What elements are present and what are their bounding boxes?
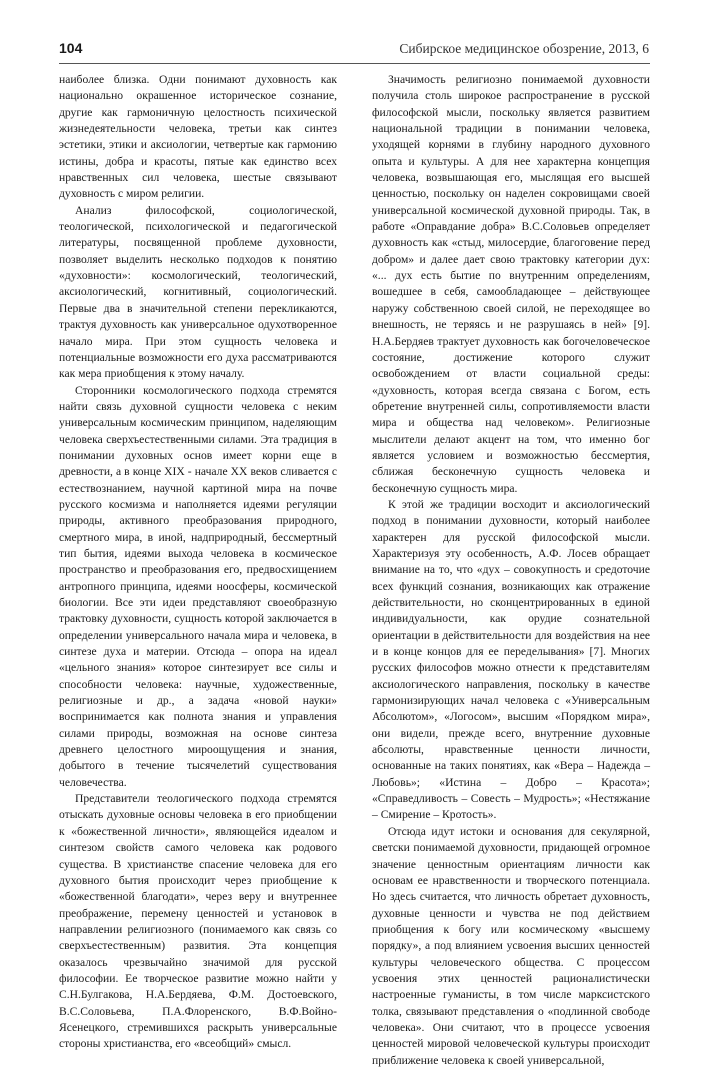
journal-title: Сибирское медицинское обозрение, 2013, 6: [399, 41, 649, 56]
paragraph: Отсюда идут истоки и основания для секулярной, светски понимаемой духовности, придающей огромное значение ценностным ориентациям личности как основам ее нравственности и творческого потенциала. Но здесь считается, что личность обретает духовность, духовные ценности и чувства не под действием приобщения к богу или космическому «высшему порядку», а под влиянием усвоения высших ценностей культуры человеческого общества. С процессом усвоения этих ценностей рационалистически настроенные гуманисты, в том числе марксистского толка, связывают представления о «подлинной свободе человека». Они считают, что в процессе усвоения ценностей мировой человеческой культуры происходит приближение человека к своей универсальной,: [372, 824, 650, 1067]
paragraph: Анализ философской, социологической, теологической, психологической и педагогической литературы, посвященной проблеме духовности, позволяет выделить несколько подходов к понятию «духовности»: космологический, теологический, аксиологический, когнитивный, социологический. Первые два в значительной степени перекликаются, трактуя духовность как универсальное одухотворенное начало мира. При этом сущность человека и потенциальные возможности его духа рассматриваются как мера приобщения к этому началу.: [59, 203, 337, 381]
page-number: 104: [59, 40, 83, 56]
paragraph: Сторонники космологического подхода стремятся найти связь духовной сущности человека с неким универсальным космическим принципом, наделяющим человека сверхъестественными силами. Эта традиция в понимании духовных основ имеет корни еще в древности, а в конце XIX - начале XX веков сливается с естествознанием, научной картиной мира на почве русского космизма и наполняется идеями регуляции природы, активного преобразования природного, смертного мира, в иной, надприродный, бессмертный тип бытия, идеями выхода человека в космическое пространство и преобразования его, предвосхищением антропного принципа, идеями ноосферы, космической биологии. Все эти идеи представляют своеобразную трактовку духовности, сущность которой заключается в определении универсального начала мира и человека, в синтезе духа и материи. Отсюда – опора на идеал «цельного знания» которое синтезирует все силы и способности человека: научные, художественные, религиозные и др., а задача «новой науки» воспринимается как полнота знания и управления силами природы, возможная на основе синтеза древнего целостного мироощущения и знания, добытого в течение тысячелетий существования человечества.: [59, 383, 337, 789]
running-header: [59, 40, 649, 62]
header-rule: [59, 63, 650, 64]
left-column: [59, 72, 337, 1053]
paragraph: Значимость религиозно понимаемой духовности получила столь широкое распространение в русской философской мысли, поскольку является развитием национальной традиции в понимании человека, уходящей корнями в глубину народного духовного опыта и культуры. А для нее характерна концепция человека, возвышающая его, мыслящая его высшей ценностью, поскольку он наделен сокровищами своей универсальной космической духовной природы. Так, в работе «Оправдание добра» В.С.Соловьев определяет духовность как «стыд, милосердие, благоговение перед добром» и далее дает свою трактовку категории дух: «... дух есть бытие по внутренним определениям, вошедшее в себя, самообладающее – действующее наружу собственною своей силой, не переходящее во внешность, не теряясь и не разрушаясь в ней» [9]. Н.А.Бердяев трактует духовность как богочеловеческое состояние, достижение которого служит освобождением от власти социальной среды: «духовность, которая всегда связана с Богом, есть обретение внутренней силы, сопротивляемости власти мира и общества над человеком». Религиозные мыслители делают акцент на том, что именно бог является условием и возможностью бессмертия, сближая бесконечную сущность человека и бесконечную сущность мира.: [372, 73, 650, 495]
right-column: [372, 72, 650, 1069]
paragraph: наиболее близка. Одни понимают духовность как национально окрашенное историческое сознание, другие как гармоничную целостность психической жизнедеятельности человека, третьи как синтез эстетики, этики и аксиологии, четвертые как гармонию истины, добра и красоты, пятые как единство всех нравственных сил человека, шестые связывают духовность с миром религии.: [59, 73, 337, 201]
paragraph: Представители теологического подхода стремятся отыскать духовные основы человека в его приобщении к «божественной личности», являющейся идеалом и синтезом свойств самого человека как родового существа. В христианстве спасение человека для его духовного бытия происходит через приобщение к «божественной благодати», через веру и внутреннее преображение, перемену ценностей и установок в направлении религиозного (понимаемого как связь со сверхъестественным) развития. Эта концепция оказалось чрезвычайно значимой для русской философии. Ее творческое развитие можно найти у С.Н.Булгакова, Н.А.Бердяева, Ф.М. Достоевского, В.С.Соловьева, П.А.Флоренского, В.Ф.Войно-Ясенецкого, стремившихся раскрыть универсальные стороны христианства, его «всеобщий» смысл.: [59, 792, 337, 1051]
paragraph: К этой же традиции восходит и аксиологический подход в понимании духовности, который наиболее характерен для русской философской мысли. Характеризуя эту особенность, А.Ф. Лосев обращает внимание на то, что «дух – совокупность и средоточие всех функций сознания, возникающих как отражение действительности, но сконцентрированных в единой индивидуальности, как орудие сознательной ориентации в действительности для воздействия на нее и в конце концов для ее переделывания» [7]. Многих русских философов можно отнести к представителям аксиологического направления, поскольку в качестве гармонизирующих начал человека с «Универсальным Абсолютом», «Логосом», высшим «Порядком мира», они видели, прежде всего, внутренние духовные абсолюты, нравственные ценности личности, основанные на таких понятиях, как «Вера – Надежда – Любовь»; «Истина – Добро – Красота»; «Справедливость – Совесть – Мудрость»; «Нестяжание – Смирение – Кротость».: [372, 497, 650, 822]
